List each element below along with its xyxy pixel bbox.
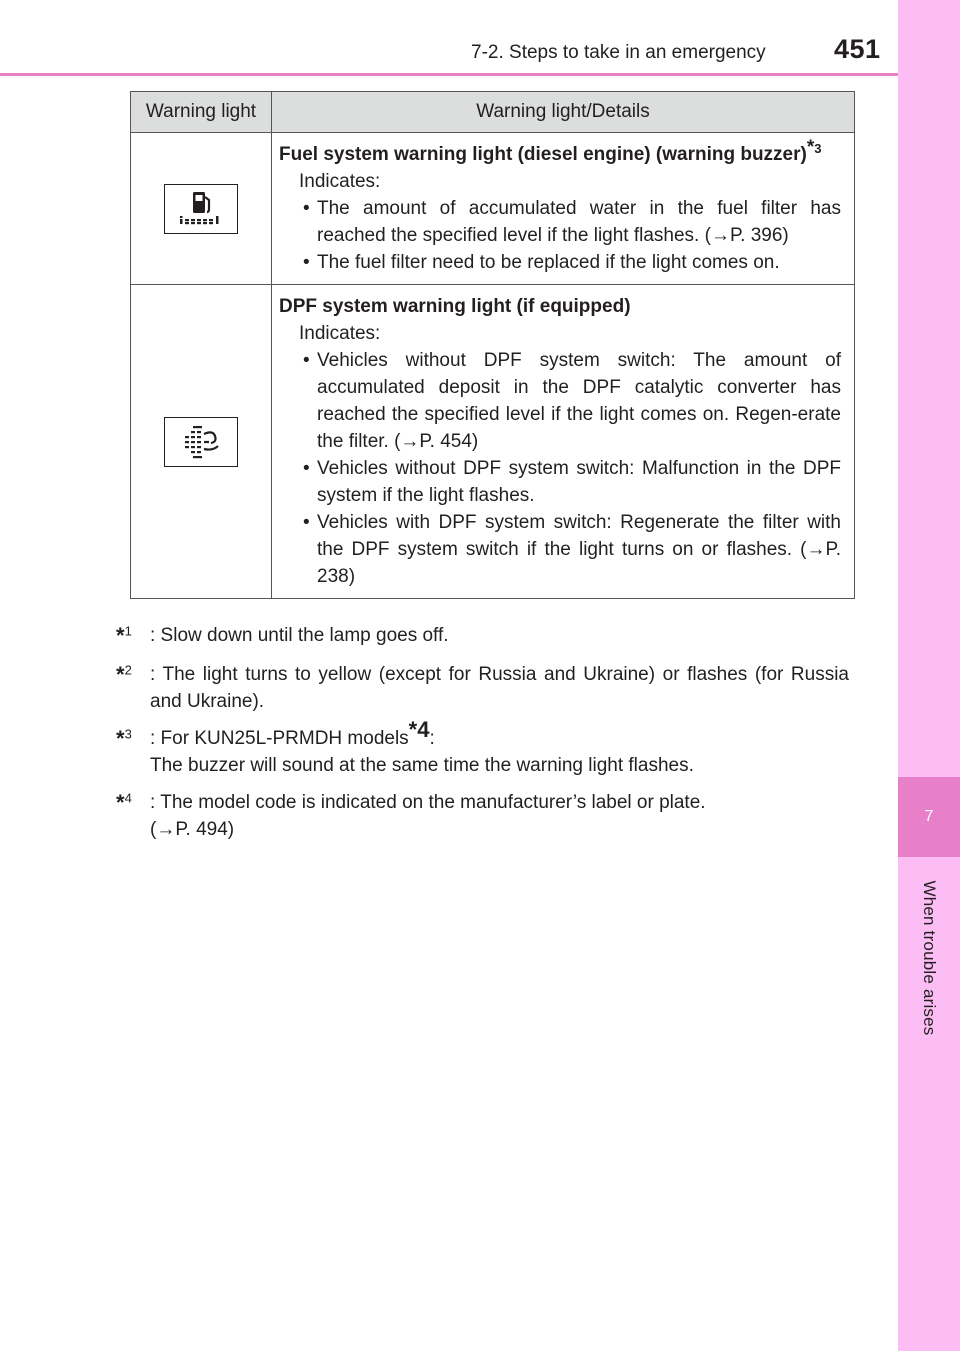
table-header [131,92,854,133]
header-divider [0,73,898,76]
chapter-name: When trouble arises [920,880,939,1036]
details-cell [272,133,854,284]
indicates-label: Indicates: [299,171,381,192]
indication-list [279,347,841,590]
list-item: • Vehicles without DPF system switch: Malfunction in the DPF system if the light flashes. [299,455,841,509]
column-header-details: Warning light/Details [476,101,650,122]
list-item: • The fuel filter need to be replaced if the light comes on. [299,249,841,276]
chapter-sidebar [898,0,960,1351]
footnotes [116,622,849,853]
indication-list [279,195,841,276]
footnote-marker: *$^3$ [116,726,132,751]
details-cell [272,285,854,598]
footnote [116,661,849,715]
footnote-text: : The model code is indicated on the manufacturer’s label or plate. (→P. 494) [150,792,706,840]
fuel-system-warning-icon [164,184,238,234]
chapter-number: 7 [924,808,934,825]
warning-light-table [130,91,855,599]
footnote-marker: *$^2$ [116,662,132,687]
footnote [116,789,849,843]
list-item: • Vehicles with DPF system switch: Regenerate the filter with the DPF system switch if the light turns on or flashes. (→P. 238) [299,509,841,590]
warning-title: Fuel system warning light (diesel engine) (warning buzzer)$^{*3}$ [279,136,822,165]
footnote-marker: *$^4$ [116,790,132,815]
list-item: • The amount of accumulated water in the fuel filter has reached the specified level if the light flashes. (→P. 396) [299,195,841,249]
footnote-text: : For KUN25L-PRMDH models$^{*4}$: The buzzer will sound at the same time the warning light flashes. [150,716,694,776]
footnote [116,716,849,779]
page-number: 451 [834,34,881,64]
warning-title: DPF system warning light (if equipped) [279,296,631,317]
warning-light-cell [131,285,272,598]
indicates-label: Indicates: [299,323,381,344]
table-row [131,133,854,284]
section-title: 7-2. Steps to take in an emergency [471,42,766,63]
footnote-text: : Slow down until the lamp goes off. [150,625,449,646]
chapter-number-tab[interactable] [898,777,960,857]
table-row [131,284,854,598]
warning-light-cell [131,133,272,284]
footnote-text: : The light turns to yellow (except for Russia and Ukraine) or flashes (for Russia and Ukraine). [150,664,849,712]
footnote [116,622,849,651]
list-item: • Vehicles without DPF system switch: The amount of accumulated deposit in the DPF catalytic converter has reached the specified level if the light comes on. Regen-erate the filter. (→P. 454) [299,347,841,455]
footnote-marker: *$^1$ [116,623,132,648]
dpf-system-warning-icon [164,417,238,467]
column-header-warning-light: Warning light [131,92,272,132]
